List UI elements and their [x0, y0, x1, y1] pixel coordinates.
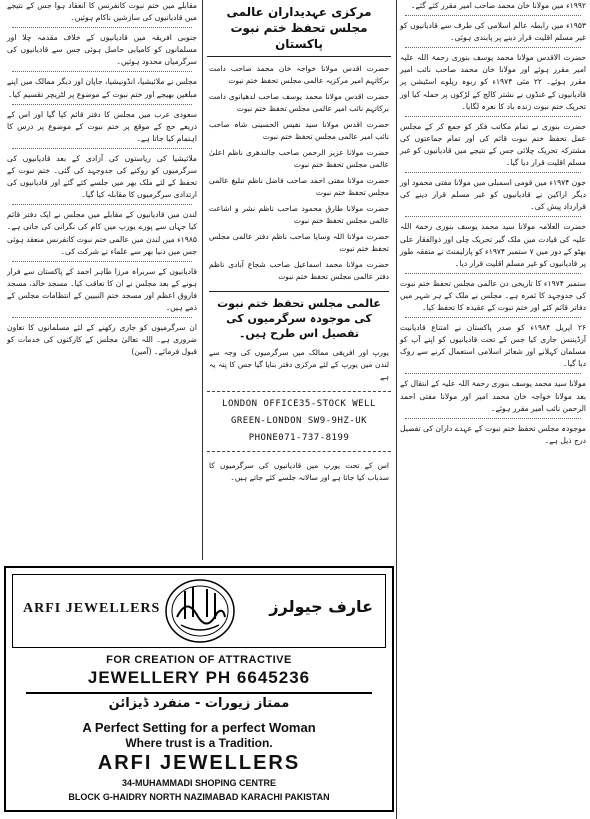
- right-para: حضرت بنوری نے تمام مکاتب فکر کو جمع کر کے مجلس عمل تحفظ ختم نبوت قائم کی اور تمام جماعتوں کی مشترکہ تحریک چلائی جس کے نتیجے میں قادیانیوں کو غیر مسلم اقلیت قرار دیا گیا۔: [400, 121, 586, 168]
- divider: [12, 317, 192, 319]
- logo-text-english: ARFI JEWELLERS: [23, 601, 161, 616]
- calligraphy-emblem-icon: [163, 577, 237, 645]
- divider: [405, 116, 581, 118]
- roster-item: حضرت مولانا طارق محمود صاحب ناظم نشر و اشاعت عالمی مجلس تحفظ ختم نبوت: [209, 204, 389, 225]
- roster-item: حضرت اقدس مولانا سید نفیس الحسینی شاہ صاحب نائب امیر عالمی مجلس تحفظ ختم نبوت: [209, 120, 389, 141]
- roster-item: حضرت مولانا محمد اسماعیل صاحب شجاع آبادی ناظم دفتر عالمی مجلس تحفظ ختم نبوت: [209, 260, 389, 281]
- left-para: مقابلے میں ختم نبوت کانفرنس کا انعقاد ہوا جس کے نتیجے میں قادیانیوں کی سازشیں ناکام ہوئیں۔: [7, 1, 197, 23]
- divider: [12, 148, 192, 150]
- left-para: قادیانیوں کے سربراہ مرزا طاہر احمد کے پاکستان سے فرار ہونے کے بعد مجلس نے ان کا تعاقب کیا۔ مسجد خالد، مسجد فاروق اعظم اور مسجد ختم النبیین کے انتظامات مجلس کے ذمے ہیں۔: [7, 266, 197, 312]
- creation-line: FOR CREATION OF ATTRACTIVE: [106, 654, 292, 666]
- left-para: لندن میں قادیانیوں کے مقابلے میں مجلس نے ایک دفتر قائم کیا جہاں سے پورے یورپ میں کام کی نگرانی کی جاتی ہے۔ ۱۹۸۵ء میں لندن میں عالمی ختم نبوت کانفرنس منعقد ہوئی جس میں دنیا بھر سے علماء نے شرکت کی۔: [7, 210, 197, 256]
- divider: [405, 47, 581, 49]
- shop-address-line-1: 34-MUHAMMADI SHOPING CENTRE: [121, 778, 276, 788]
- roster-item: حضرت اقدس مولانا محمد یوسف صاحب لدھیانوی دامت برکاتہم نائب امیر عالمی مجلس تحفظ ختم نبوت: [209, 92, 389, 113]
- ad-divider: [26, 692, 372, 694]
- ad-logo-banner: [12, 574, 386, 648]
- divider: [405, 216, 581, 218]
- right-para: حضرت الاقدس مولانا محمد یوسف بنوری رحمۃ اللہ علیہ امیر مقرر ہوئے اور مولانا خان محمد صاحب نائب امیر مقرر ہوئے۔ ۲۲ مئی ۱۹۷۴ء کو ربوہ ریلوے اسٹیشن پر قادیانیوں کے غنڈوں نے نشتر کالج کے لڑکوں پر حملہ کیا اور تحریک ختم نبوت زندہ باد کا نعرہ لگایا۔: [400, 53, 586, 111]
- address-line: PHONE071-737-8199: [248, 433, 350, 443]
- perfect-setting-line: A Perfect Setting for a perfect Woman: [82, 720, 316, 735]
- divider: [12, 261, 192, 263]
- right-para: جون ۱۹۷۴ء میں قومی اسمبلی میں مولانا مفتی محمود اور دیگر اراکین نے قادیانیوں کو غیر مسلم قرار دینے کی قرارداد پیش کی۔: [400, 178, 586, 212]
- roster-item: حضرت مولانا عزیز الرحمن صاحب جالندھری ناظم اعلیٰ عالمی مجلس تحفظ ختم نبوت: [209, 148, 389, 169]
- london-office-address: [207, 391, 391, 452]
- roster-item: حضرت مولانا مفتی احمد صاحب فاضل ناظم تبلیغ عالمی مجلس تحفظ ختم نبوت: [209, 176, 389, 197]
- roster-item: حضرت اقدس مولانا خواجہ خان محمد صاحب دامت برکاتہم امیر مرکزیہ عالمی مجلس تحفظ ختم نبوت: [209, 64, 389, 85]
- divider: [405, 172, 581, 174]
- middle-column: [202, 0, 395, 560]
- left-para: سعودی عرب میں مجلس کا دفتر قائم کیا گیا اور اس کے ذریعے حج کے موقع پر ختم نبوت کے موضوع پر درس کا اہتمام کیا جاتا ہے۔: [7, 109, 197, 143]
- right-para: ۲۶ اپریل ۱۹۸۴ء کو صدر پاکستان نے امتناع قادیانیت آرڈیننس جاری کیا جس کے تحت قادیانیوں کو اپنے آپ کو مسلمان کہلانے اور شعائر اسلامی استعمال کرنے سے روک دیا گیا۔: [400, 323, 586, 369]
- right-para: مولانا سید محمد یوسف بنوری رحمۃ اللہ علیہ کے انتقال کے بعد مولانا خواجہ خان محمد امیر اور مولانا مفتی احمد الرحمن نائب امیر مقرر ہوئے۔: [400, 379, 586, 413]
- divider: [405, 373, 581, 375]
- office-bearers-heading: مرکزی عہدیداران عالمی مجلس تحفظ ختم نبوت پاکستان: [207, 4, 391, 57]
- divider: [12, 71, 192, 73]
- shop-address-line-2: BLOCK G-HAIDRY NORTH NAZIMABAD KARACHI PAKISTAN: [68, 792, 330, 802]
- after-address-text: اس کے تحت یورپ میں قادیانیوں کی سرگرمیوں کا سدباب کیا جاتا ہے اور سالانہ جلسے کئے جاتے ہیں۔: [209, 461, 389, 482]
- right-para: موجودہ مجلس تحفظ ختم نبوت کے عہدے داران کی تفصیل درج ذیل ہے۔: [400, 423, 586, 445]
- right-para: ۱۹۹۲ء میں مولانا خان محمد صاحب امیر مقرر کئے گئے۔: [411, 1, 586, 10]
- left-column: [4, 0, 200, 560]
- trust-tradition-line: Where trust is a Tradition.: [125, 736, 273, 750]
- divider: [405, 273, 581, 275]
- right-para: حضرت العلامہ مولانا سید محمد یوسف بنوری رحمۃ اللہ علیہ کی قیادت میں ملک گیر تحریک چلی اور ذوالفقار علی بھٹو کے دور میں ۷ ستمبر ۱۹۷۴ء کو پارلیمنٹ نے متفقہ طور پر قادیانیوں کو غیر مسلم اقلیت قرار دیا۔: [400, 222, 586, 268]
- roster-item: حضرت مولانا اللہ وسایا صاحب ناظم دفتر عالمی مجلس تحفظ ختم نبوت: [209, 232, 389, 253]
- arfi-jewellers-advertisement: [4, 566, 394, 812]
- divider: [405, 317, 581, 319]
- shop-name: ARFI JEWELLERS: [97, 752, 301, 774]
- left-para: مجلس نے ملائیشیا، انڈونیشیا، جاپان اور دیگر ممالک میں اپنے مبلغین بھیجے اور ختم نبوت کے موضوع پر لٹریچر تقسیم کیا۔: [7, 77, 197, 99]
- address-line: GREEN-LONDON SW9-9HZ-UK: [230, 416, 368, 426]
- london-intro: یورپ اور افریقی ممالک میں سرگرمیوں کی وجہ سے لندن میں یورپ کے لئے مرکزی دفتر بنایا گیا جس کا پتہ یہ ہے: [209, 348, 389, 381]
- jewellery-phone-line: JEWELLERY PH 6645236: [87, 668, 311, 687]
- right-para: ۱۹۵۳ء میں رابطہ عالم اسلامی کی طرف سے قادیانیوں کو غیر مسلم اقلیت قرار دینے پر پابندی ہوئی۔: [400, 21, 586, 43]
- right-column: [396, 0, 589, 819]
- address-line: LONDON OFFICE35-STOCK WELL: [222, 399, 376, 409]
- divider: [12, 204, 192, 206]
- divider: [12, 27, 192, 29]
- left-para: ان سرگرمیوں کو جاری رکھنے کے لئے مسلمانوں کا تعاون ضروری ہے۔ اللہ تعالیٰ مجلس کے کارکنوں کی خدمات کو قبول فرمائے۔ (آمین): [7, 323, 197, 357]
- divider: [405, 15, 581, 17]
- divider: [12, 104, 192, 106]
- right-para: ستمبر ۱۹۷۴ء کا تاریخی دن عالمی مجلس تحفظ ختم نبوت کی جدوجہد کا ثمرہ ہے۔ مجلس نے ملک کے ہر شہر میں دفاتر قائم کئے اور ختم نبوت کے عقیدہ کا تحفظ کیا۔: [400, 278, 586, 312]
- logo-text-urdu: عارف جیولرز: [269, 597, 373, 616]
- urdu-tagline: ممتاز زیورات - منفرد ڈیزائن: [108, 696, 290, 711]
- left-para: جنوبی افریقہ میں قادیانیوں کے خلاف مقدمہ چلا اور مسلمانوں کو کامیابی حاصل ہوئی جس سے قادیانیوں کی سرگرمیاں محدود ہوئیں۔: [7, 33, 197, 67]
- divider: [405, 418, 581, 420]
- activities-heading: عالمی مجلس تحفظ ختم نبوت کی موجودہ سرگرمیوں کی تفصیل اس طرح ہیں۔: [209, 291, 389, 341]
- left-para: ملائیشیا کی ریاستوں کی آزادی کے بعد قادیانیوں کی سرگرمیوں کو روکنے کی جدوجہد کی گئی۔ ختم نبوت کے تحفظ کے لئے ملک بھر میں جلسے کئے گئے اور قادیانیوں کی ارتدادی سرگرمیوں کا مقابلہ کیا گیا۔: [7, 153, 197, 200]
